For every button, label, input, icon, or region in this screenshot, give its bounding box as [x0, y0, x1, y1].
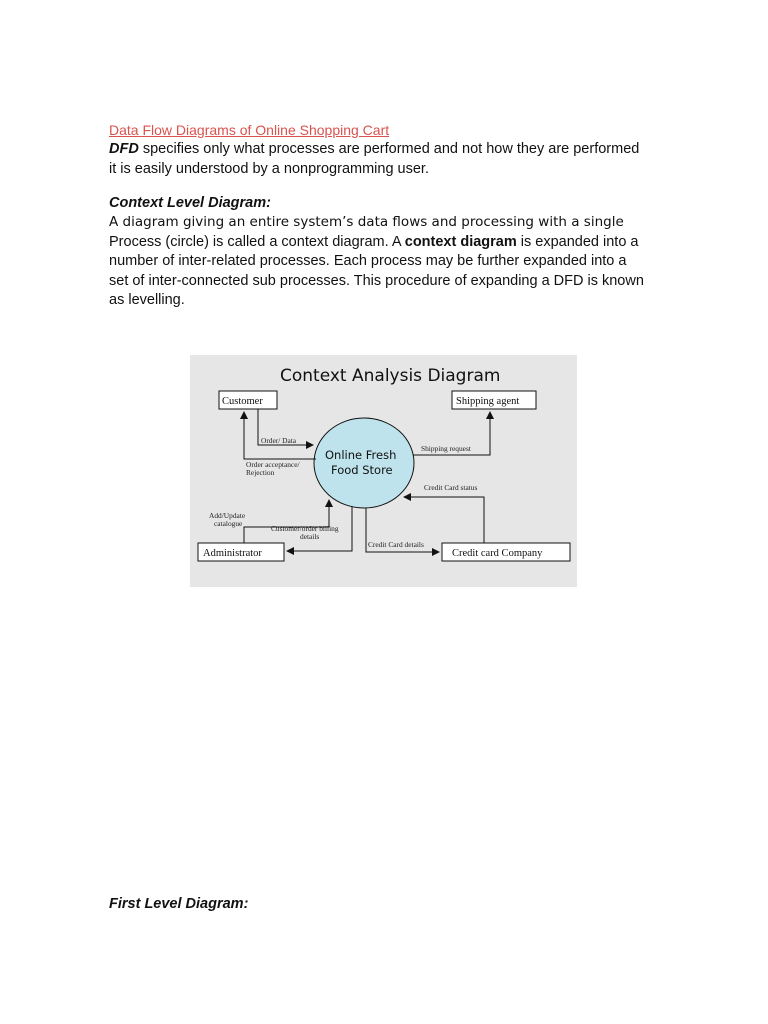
- shipping-request-label: Shipping request: [421, 444, 471, 453]
- process-label-line1: Online Fresh: [325, 448, 397, 462]
- context-line5: as levelling.: [109, 292, 185, 308]
- dfd-text-line1: specifies only what processes are performed and not how they are performed: [138, 141, 640, 157]
- billing-label-2: details: [300, 532, 320, 541]
- diagram-svg: [190, 355, 577, 587]
- administrator-label: Administrator: [203, 548, 262, 559]
- dfd-intro-paragraph: [109, 140, 669, 179]
- context-line1: A diagram giving an entire system’s data flows and processing with a single: [109, 214, 624, 230]
- order-acceptance-label-2: Rejection: [246, 468, 275, 477]
- order-data-label: Order/ Data: [261, 436, 297, 445]
- context-line3: number of inter-related processes. Each process may be further expanded into a: [109, 253, 627, 269]
- billing-label-1: Customer/order billing: [271, 524, 339, 533]
- context-paragraph: [109, 213, 669, 311]
- credit-card-details-label: Credit Card details: [368, 540, 424, 549]
- shipping-agent-label: Shipping agent: [456, 396, 520, 407]
- context-analysis-diagram: [190, 355, 577, 587]
- context-line2a: Process (circle) is called a context diagram. A: [109, 233, 405, 250]
- process-label-line2: Food Store: [331, 463, 393, 477]
- add-update-label-2: catalogue: [214, 519, 243, 528]
- first-level-heading: First Level Diagram:: [109, 896, 249, 912]
- credit-card-status-label: Credit Card status: [424, 483, 478, 492]
- page-title[interactable]: Data Flow Diagrams of Online Shopping Cart: [109, 122, 390, 138]
- credit-card-company-label: Credit card Company: [452, 548, 543, 559]
- diagram-title: Context Analysis Diagram: [280, 366, 501, 386]
- context-line4: set of inter-connected sub processes. This procedure of expanding a DFD is known: [109, 272, 644, 289]
- context-level-heading: Context Level Diagram:: [109, 195, 271, 211]
- add-update-label-1: Add/Update: [209, 511, 246, 520]
- context-term: context diagram: [404, 233, 517, 250]
- dfd-term: DFD: [109, 141, 139, 157]
- order-acceptance-label-1: Order acceptance/: [246, 460, 300, 469]
- customer-label: Customer: [222, 396, 263, 407]
- context-line2b: is expanded into a: [516, 233, 639, 250]
- dfd-text-line2: it is easily understood by a nonprogramming user.: [109, 160, 429, 177]
